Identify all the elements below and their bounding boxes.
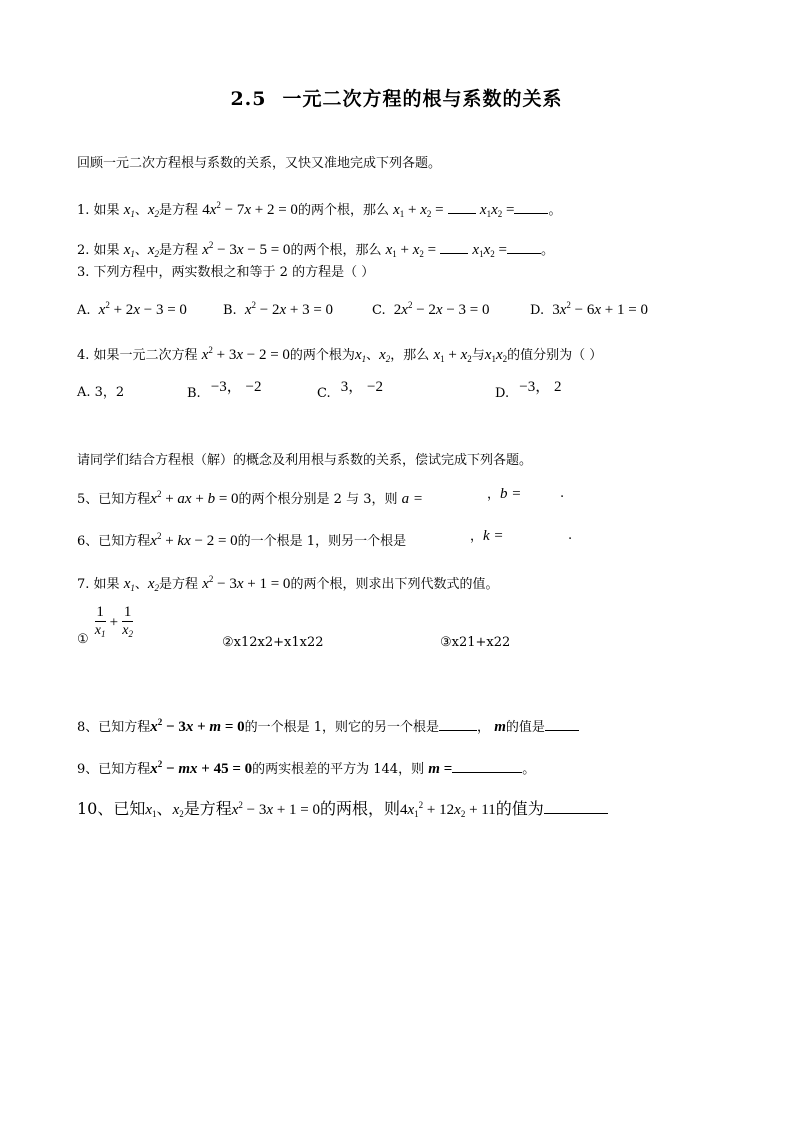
- question-3: 3. 下列方程中，两实数根之和等于 2 的方程是（ ）: [77, 265, 375, 280]
- answer-blank[interactable]: [448, 201, 476, 214]
- question-10: 10、已知$x_1$、$x_2$是方程$x^2 - 3x + 1 = 0$的两根，则$4x_1^2 + 12x_2 + 11$的值为: [77, 794, 608, 825]
- question-4: 4. 如果一元二次方程 $x^2 + 3x - 2 = 0$的两个根为$x_1$、$x_2$，那么 $x_1 + x_2$与$x_1x_2$的值分别为（ ）: [77, 345, 603, 364]
- question-7-part-2: ②x12x2+x1x22: [222, 635, 324, 650]
- option-d: D. $3x^2 - 6x + 1 = 0$: [530, 300, 648, 318]
- question-7-part-1: ① $\frac{1}{x_1}$ + $\frac{1}{x_2}$: [77, 604, 133, 647]
- question-6-k: ，k =: [470, 528, 504, 544]
- question-2: 2. 如果 $x_1$、$x_2$是方程 $x^2 - 3x - 5 = 0$的两个根，那么 $x_1 + x_2 = x_1x_2$ = 。: [77, 240, 554, 259]
- question-1: 1. 如果 $x_1$、$x_2$是方程 $4x^2 - 7x + 2 = 0$的两个根，那么 $x_1 + x_2 = x_1x_2$ = 。: [77, 200, 562, 219]
- question-7: 7. 如果 $x_1$、$x_2$是方程 $x^2 - 3x + 1 = 0$的两个根，则求出下列代数式的值。: [77, 574, 499, 593]
- answer-blank[interactable]: [545, 718, 579, 731]
- answer-blank[interactable]: [507, 241, 541, 254]
- title-text: 一元二次方程的根与系数的关系: [282, 88, 563, 110]
- q4-option-d: D. −3， 2: [495, 379, 562, 401]
- intro-practice: 请同学们结合方程根（解）的概念及利用根与系数的关系，偿试完成下列各题。: [77, 453, 533, 468]
- question-5: 5、已知方程$x^2$ + ax + b = 0的两个根分别是 2 与 3，则 a =: [77, 489, 423, 507]
- option-a-equation: $x^2 + 2x - 3 = 0$: [98, 300, 187, 318]
- answer-blank[interactable]: [440, 241, 468, 254]
- question-9: 9、已知方程$x^2$ − mx + 45 = 0的两实根差的平方为 144，则 m = 。: [77, 759, 536, 777]
- intro-review: 回顾一元二次方程根与系数的关系，又快又准地完成下列各题。: [77, 156, 442, 171]
- answer-blank[interactable]: [544, 799, 608, 814]
- section-number: 2.5: [230, 88, 267, 110]
- answer-blank[interactable]: [514, 201, 548, 214]
- question-6-end: .: [568, 528, 573, 543]
- answer-blank[interactable]: [452, 760, 522, 773]
- option-b: B. $x^2 - 2x + 3 = 0$: [223, 300, 334, 318]
- fraction-1-over-x2: $\frac{1}{x_2}$: [122, 603, 133, 643]
- fraction-1-over-x1: $\frac{1}{x_1}$: [95, 603, 106, 643]
- page-title: [0, 84, 793, 111]
- q4-option-c: C. 3， −2: [317, 379, 383, 401]
- question-5-b: ，b =: [487, 486, 522, 502]
- equation-q2: $x^2 - 3x - 5 = 0$: [202, 240, 291, 258]
- q4-option-a: A. 3，2: [77, 385, 125, 400]
- equation-q1: $4x^2 - 7x + 2 = 0$: [202, 200, 298, 218]
- question-8: 8、已知方程$x^2 - 3x + m = 0$的一个根是 1，则它的另一个根是 ， m的值是: [77, 713, 579, 737]
- question-5-end: .: [560, 486, 565, 501]
- question-7-part-3: ③x21+x22: [440, 635, 511, 650]
- option-c: C. $2x^2 - 2x - 3 = 0$: [372, 300, 490, 318]
- q4-option-b: B. −3， −2: [187, 379, 262, 401]
- question-3-options: A. $x^2 + 2x - 3 = 0$: [77, 300, 187, 318]
- question-6: 6、已知方程$x^2$ + kx − 2 = 0的一个根是 1，则另一个根是: [77, 531, 407, 549]
- answer-blank[interactable]: [439, 718, 477, 731]
